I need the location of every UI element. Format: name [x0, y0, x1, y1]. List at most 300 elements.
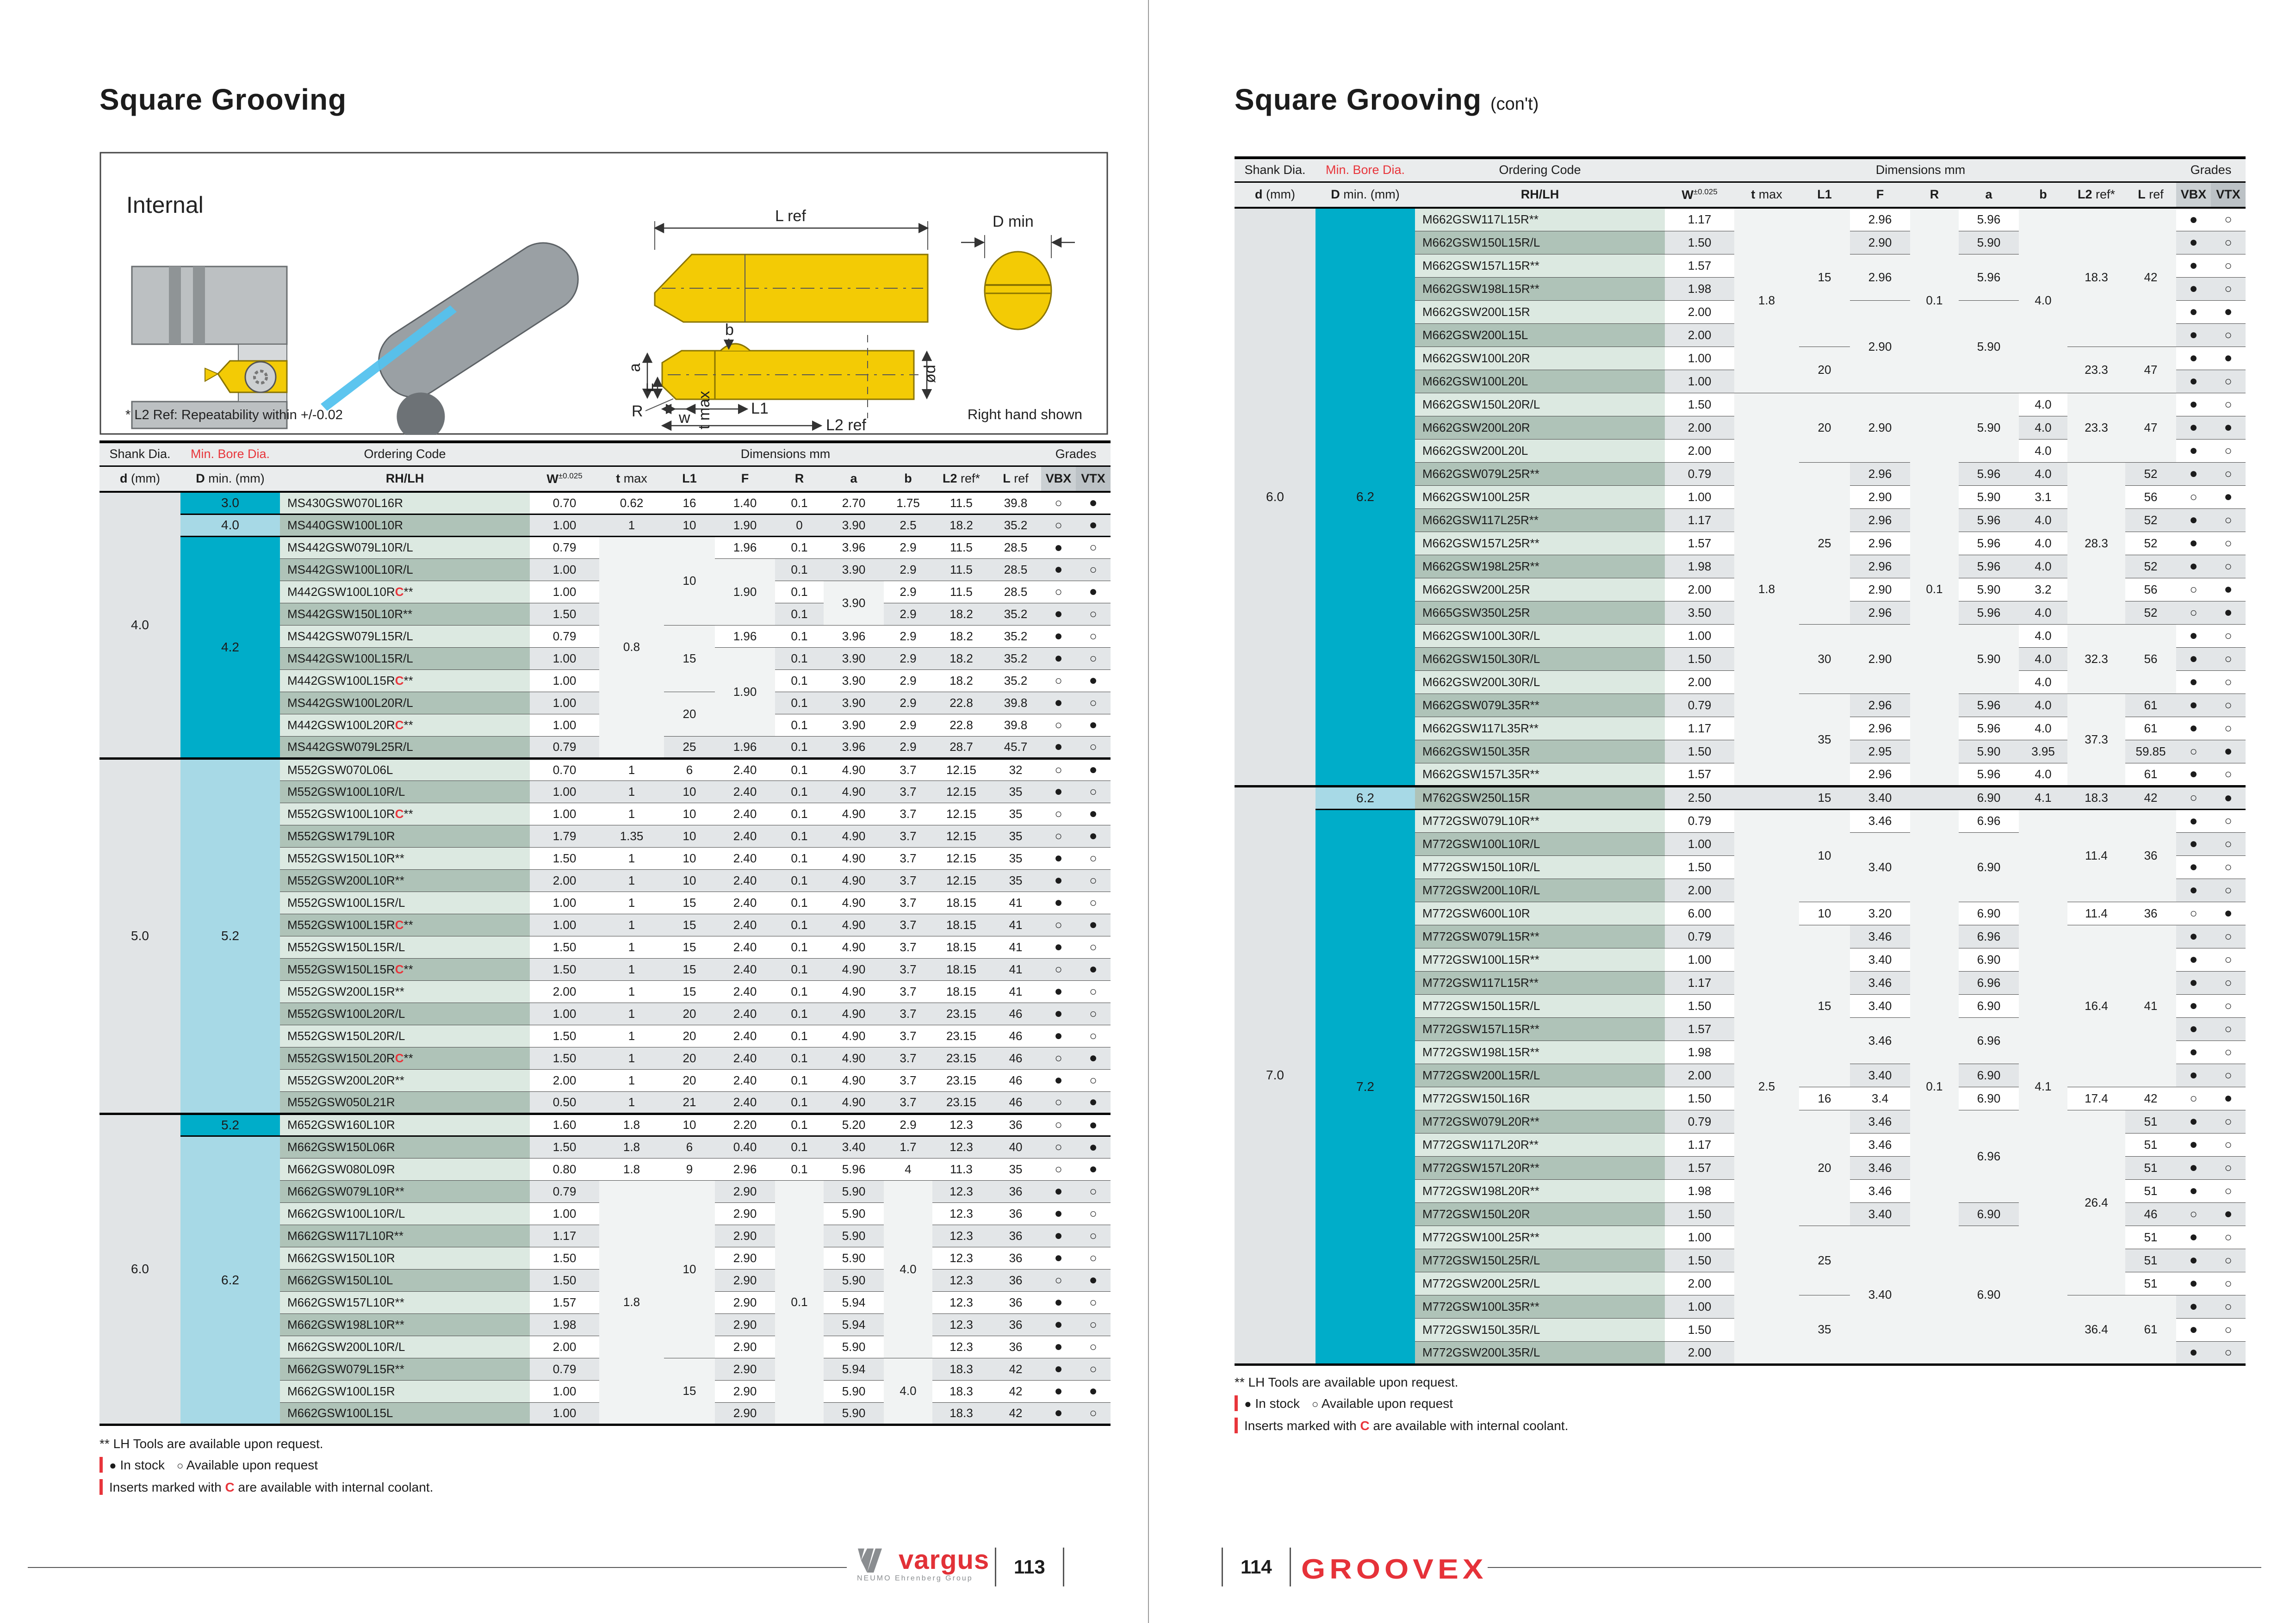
cell-grade-vtx: ●	[1076, 492, 1111, 514]
cell-w: 2.00	[530, 869, 599, 892]
cell-a: 3.90	[824, 558, 884, 581]
cell-t-max: 1	[599, 781, 664, 803]
cell-l2-ref: 18.15	[932, 914, 990, 936]
cell-f: 3.46	[1850, 925, 1910, 948]
vargus-mark-icon	[857, 1548, 899, 1573]
cell-l-ref: 35	[990, 847, 1041, 869]
cell-a: 4.90	[824, 1003, 884, 1025]
cell-w: 0.79	[1665, 809, 1734, 832]
cell-grade-vbx: ●	[1041, 736, 1076, 758]
cell-l2-ref: 37.3	[2067, 694, 2125, 786]
cell-l2-ref: 18.15	[932, 892, 990, 914]
cell-a: 5.90	[1959, 624, 2019, 694]
cell-f: 2.20	[715, 1114, 775, 1136]
cell-l2-ref: 28.3	[2067, 462, 2125, 624]
cell-grade-vtx: ○	[2211, 532, 2246, 555]
cell-grade-vbx: ●	[1041, 1358, 1076, 1380]
header-rh-lh: RH/LH	[1415, 182, 1665, 208]
cell-grade-vbx: ○	[1041, 1091, 1076, 1114]
cell-l-ref: 52	[2125, 601, 2176, 624]
cell-f: 2.90	[1850, 485, 1910, 508]
cell-w: 1.50	[530, 1025, 599, 1047]
cell-a: 3.96	[824, 536, 884, 558]
cell-l2-ref: 23.3	[2067, 393, 2125, 462]
dim-l-ref: L ref	[775, 207, 806, 225]
cell-grade-vbx: ●	[1041, 1380, 1076, 1402]
cell-f: 2.95	[1850, 740, 1910, 763]
cell-l-ref: 40	[990, 1136, 1041, 1158]
cell-f: 2.96	[1850, 694, 1910, 717]
cell-f: 2.90	[715, 1380, 775, 1402]
cell-t-max: 1	[599, 958, 664, 980]
cell-a: 5.90	[824, 1180, 884, 1202]
cell-l1: 10	[664, 1114, 715, 1136]
cell-a: 6.90	[1959, 1064, 2019, 1087]
cell-f: 3.40	[1850, 832, 1910, 902]
cell-b: 3.2	[2019, 578, 2067, 601]
cell-l2-ref: 11.4	[2067, 809, 2125, 902]
cell-a: 5.90	[824, 1336, 884, 1358]
header-b: b	[2019, 182, 2067, 208]
cell-ordering-code: M662GSW150L15R/L	[1415, 231, 1665, 254]
cell-ordering-code: MS430GSW070L16R	[280, 492, 530, 514]
cell-ordering-code: M552GSW200L15R**	[280, 980, 530, 1003]
cell-w: 1.00	[530, 1402, 599, 1425]
cell-ordering-code: M662GSW150L35R	[1415, 740, 1665, 763]
header-vtx: VTX	[1076, 466, 1111, 492]
cell-f: 2.40	[715, 1025, 775, 1047]
cell-b: 4.0	[2019, 532, 2067, 555]
dim-b: b	[725, 321, 734, 339]
cell-grade-vbx: ●	[2176, 1110, 2211, 1133]
cell-ordering-code: M772GSW117L20R**	[1415, 1133, 1665, 1156]
cell-grade-vtx: ○	[2211, 1226, 2246, 1249]
cell-l-ref: 28.5	[990, 581, 1041, 603]
cell-l-ref: 36	[990, 1269, 1041, 1291]
cell-grade-vtx: ●	[2211, 1202, 2246, 1226]
cell-grade-vtx: ○	[1076, 781, 1111, 803]
torx-screw-icon	[245, 362, 276, 392]
cell-r: 0.1	[775, 1003, 824, 1025]
header-rh-lh: RH/LH	[280, 466, 530, 492]
cell-grade-vbx: ●	[1041, 781, 1076, 803]
cell-grade-vbx: ●	[1041, 869, 1076, 892]
cell-ordering-code: M772GSW117L15R**	[1415, 971, 1665, 994]
cell-grade-vbx: ●	[2176, 1179, 2211, 1202]
cell-l2-ref: 12.3	[932, 1269, 990, 1291]
cell-grade-vbx: ●	[2176, 208, 2211, 231]
cell-grade-vtx: ○	[2211, 624, 2246, 647]
cell-ordering-code: M662GSW198L25R**	[1415, 555, 1665, 578]
cell-l2-ref: 23.15	[932, 1003, 990, 1025]
cell-b: 4.0	[2019, 393, 2067, 416]
cell-b: 3.7	[884, 1025, 932, 1047]
cell-grade-vbx: ●	[1041, 1025, 1076, 1047]
cell-ordering-code: M772GSW079L20R**	[1415, 1110, 1665, 1133]
header-d-mm: d (mm)	[99, 466, 180, 492]
cell-grade-vtx: ○	[2211, 462, 2246, 485]
cell-f: 2.96	[1850, 254, 1910, 300]
cell-l1: 10	[664, 847, 715, 869]
cell-ordering-code: M662GSW150L10R	[280, 1247, 530, 1269]
grooving-table-right	[1235, 156, 2246, 1366]
cell-grade-vbx: ○	[1041, 492, 1076, 514]
cell-grade-vbx: ●	[2176, 1156, 2211, 1179]
cell-f: 2.96	[1850, 532, 1910, 555]
cell-w: 1.50	[530, 603, 599, 625]
cell-l-ref: 59.85	[2125, 740, 2176, 763]
cell-grade-vbx: ●	[2176, 1064, 2211, 1087]
cell-t-max: 1.8	[1734, 393, 1799, 786]
cell-l-ref: 56	[2125, 485, 2176, 508]
cell-l2-ref: 11.5	[932, 536, 990, 558]
cell-grade-vbx: ●	[2176, 1249, 2211, 1272]
cell-grade-vtx: ○	[2211, 323, 2246, 347]
cell-a: 4.90	[824, 1047, 884, 1069]
footnote-coolant: Inserts marked with C are available with internal coolant.	[99, 1477, 433, 1498]
cell-b: 3.7	[884, 892, 932, 914]
cell-l1: 15	[1799, 925, 1850, 1087]
cell-f: 2.90	[715, 1336, 775, 1358]
cell-ordering-code: M662GSW200L10R/L	[280, 1336, 530, 1358]
header-t-max: t max	[1734, 182, 1799, 208]
cell-l2-ref: 12.15	[932, 847, 990, 869]
cell-w: 1.57	[1665, 1156, 1734, 1179]
cell-l2-ref: 12.15	[932, 758, 990, 781]
cell-w: 1.00	[530, 892, 599, 914]
cell-l1: 16	[1799, 1087, 1850, 1110]
header-dimensions: Dimensions mm	[1665, 158, 2176, 182]
cell-w: 1.00	[530, 514, 599, 536]
cell-f: 2.96	[1850, 601, 1910, 624]
cell-r: 0.1	[775, 758, 824, 781]
cell-l-ref: 52	[2125, 555, 2176, 578]
cell-grade-vtx: ●	[2211, 485, 2246, 508]
cell-grade-vbx: ○	[1041, 514, 1076, 536]
cell-f: 3.40	[1850, 1202, 1910, 1226]
cell-t-max: 0.8	[599, 536, 664, 758]
cell-w: 0.79	[530, 736, 599, 758]
cell-grade-vtx: ○	[1076, 1247, 1111, 1269]
cell-grade-vbx: ●	[1041, 647, 1076, 669]
cell-l-ref: 41	[990, 958, 1041, 980]
cell-l-ref: 36	[2125, 809, 2176, 902]
cell-a: 5.96	[1959, 254, 2019, 300]
cell-grade-vbx: ●	[2176, 1341, 2211, 1364]
footnotes-left	[99, 1433, 433, 1498]
cell-grade-vbx: ○	[1041, 958, 1076, 980]
cell-r: 0.1	[775, 603, 824, 625]
cell-w: 1.17	[1665, 508, 1734, 532]
cell-grade-vtx: ○	[1076, 1402, 1111, 1425]
cell-l-ref: 36	[990, 1336, 1041, 1358]
cell-l-ref: 36	[990, 1114, 1041, 1136]
footnotes-right	[1235, 1372, 1568, 1437]
cell-l2-ref: 12.3	[932, 1313, 990, 1336]
cell-grade-vtx: ●	[1076, 581, 1111, 603]
cell-ordering-code: M552GSW200L10R**	[280, 869, 530, 892]
cell-w: 1.57	[1665, 532, 1734, 555]
cell-a: 5.96	[1959, 601, 2019, 624]
cell-ordering-code: M772GSW150L16R	[1415, 1087, 1665, 1110]
cell-l2-ref: 11.3	[932, 1158, 990, 1180]
cell-t-max: 1	[599, 758, 664, 781]
cell-grade-vbx: ●	[2176, 763, 2211, 786]
cell-l-ref: 46	[990, 1091, 1041, 1114]
cell-f: 3.4	[1850, 1087, 1910, 1110]
cell-l2-ref: 23.15	[932, 1091, 990, 1114]
cell-grade-vtx: ●	[1076, 825, 1111, 847]
cell-f: 2.96	[1850, 555, 1910, 578]
header-grades: Grades	[1041, 442, 1111, 466]
cell-r: 0.1	[775, 1091, 824, 1114]
cell-l-ref: 52	[2125, 508, 2176, 532]
page-left	[99, 0, 1108, 1623]
cell-l2-ref: 18.3	[2067, 786, 2125, 809]
cell-f: 2.96	[715, 1158, 775, 1180]
cell-grade-vbx: ●	[1041, 1225, 1076, 1247]
cell-b: 2.9	[884, 536, 932, 558]
header-l1: L1	[1799, 182, 1850, 208]
cell-ordering-code: M772GSW100L25R**	[1415, 1226, 1665, 1249]
cell-b: 4.0	[2019, 462, 2067, 485]
cell-l-ref: 42	[990, 1358, 1041, 1380]
header-shank-dia: Shank Dia.	[99, 442, 180, 466]
header-min-bore-dia: Min. Bore Dia.	[180, 442, 280, 466]
cell-f: 2.96	[1850, 208, 1910, 231]
cell-l2-ref: 18.3	[932, 1402, 990, 1425]
cell-grade-vtx: ○	[1076, 625, 1111, 647]
cell-grade-vtx: ○	[2211, 763, 2246, 786]
cell-grade-vbx: ●	[2176, 1295, 2211, 1318]
cell-grade-vtx: ○	[2211, 1110, 2246, 1133]
cell-l2-ref: 28.7	[932, 736, 990, 758]
cell-l-ref: 61	[2125, 763, 2176, 786]
cell-f: 2.40	[715, 1091, 775, 1114]
cell-b: 3.1	[2019, 485, 2067, 508]
cell-grade-vtx: ○	[2211, 948, 2246, 971]
cell-a: 4.90	[824, 892, 884, 914]
cell-l2-ref: 12.3	[932, 1247, 990, 1269]
cell-b: 4.0	[884, 1358, 932, 1425]
cell-grade-vbx: ●	[2176, 254, 2211, 277]
cell-shank-dia: 5.0	[99, 758, 180, 1114]
cell-f: 2.40	[715, 825, 775, 847]
cell-a: 5.96	[824, 1158, 884, 1180]
cell-r: 0.1	[775, 536, 824, 558]
cell-l2-ref: 18.3	[932, 1358, 990, 1380]
cell-grade-vtx: ●	[2211, 601, 2246, 624]
page-title: Square Grooving (con't)	[1235, 83, 1539, 116]
cell-l1: 10	[664, 869, 715, 892]
cell-r: 0.1	[775, 1025, 824, 1047]
cell-b: 2.9	[884, 558, 932, 581]
cell-grade-vbx: ●	[2176, 508, 2211, 532]
cell-grade-vbx: ●	[2176, 879, 2211, 902]
cell-f: 3.40	[1850, 786, 1910, 809]
cell-l-ref: 35	[990, 781, 1041, 803]
cell-grade-vbx: ●	[2176, 670, 2211, 694]
cell-grade-vtx: ○	[2211, 1341, 2246, 1364]
cell-grade-vbx: ○	[1041, 1114, 1076, 1136]
cell-l-ref: 41	[2125, 925, 2176, 1087]
cell-w: 2.00	[1665, 300, 1734, 323]
dim-l2-ref: L2 ref	[826, 416, 866, 434]
cell-l-ref: 35	[990, 825, 1041, 847]
cell-w: 2.50	[1665, 786, 1734, 809]
cell-r: 0.1	[775, 781, 824, 803]
cell-grade-vbx: ●	[2176, 1226, 2211, 1249]
cell-w: 1.50	[1665, 1202, 1734, 1226]
cell-r: 0.1	[775, 581, 824, 603]
cell-grade-vtx: ○	[2211, 855, 2246, 879]
vargus-logo	[857, 1547, 991, 1583]
cell-r: 0.1	[775, 492, 824, 514]
cell-w: 1.00	[530, 669, 599, 692]
cell-b: 3.7	[884, 914, 932, 936]
header-l-ref: L ref	[2125, 182, 2176, 208]
header-f: F	[1850, 182, 1910, 208]
cell-ordering-code: M662GSW150L30R/L	[1415, 647, 1665, 670]
dim-d-min: D min	[993, 213, 1034, 230]
header-shank-dia: Shank Dia.	[1235, 158, 1316, 182]
cell-b: 4.0	[2019, 717, 2067, 740]
cell-grade-vtx: ○	[2211, 1249, 2246, 1272]
cell-grade-vbx: ●	[1041, 603, 1076, 625]
cell-a: 3.96	[824, 625, 884, 647]
cell-f: 0.40	[715, 1136, 775, 1158]
page-number-right: 114	[1222, 1548, 1291, 1586]
cell-grade-vtx: ○	[2211, 1156, 2246, 1179]
cell-ordering-code: M662GSW100L15L	[280, 1402, 530, 1425]
cell-l-ref: 42	[990, 1402, 1041, 1425]
cell-ordering-code: M552GSW150L15R/L	[280, 936, 530, 958]
cell-ordering-code: M662GSW150L06R	[280, 1136, 530, 1158]
cell-grade-vbx: ●	[2176, 555, 2211, 578]
cell-a: 5.94	[824, 1291, 884, 1313]
cell-ordering-code: MS442GSW079L10R/L	[280, 536, 530, 558]
cell-f: 2.90	[715, 1269, 775, 1291]
cell-l1: 15	[1799, 208, 1850, 347]
cell-ordering-code: M772GSW157L15R**	[1415, 1017, 1665, 1041]
cell-t-max	[1734, 786, 1799, 809]
cell-t-max: 1	[599, 1091, 664, 1114]
cell-t-max: 1.8	[599, 1158, 664, 1180]
cell-grade-vtx: ○	[1076, 980, 1111, 1003]
cell-b: 3.7	[884, 758, 932, 781]
cell-l-ref: 36	[990, 1225, 1041, 1247]
cell-grade-vbx: ●	[2176, 1318, 2211, 1341]
cell-grade-vbx: ●	[2176, 717, 2211, 740]
cell-grade-vtx: ○	[1076, 536, 1111, 558]
cell-l-ref: 51	[2125, 1179, 2176, 1202]
cell-b: 2.9	[884, 603, 932, 625]
cell-b: 3.95	[2019, 740, 2067, 763]
cell-r: 0.1	[775, 669, 824, 692]
cell-ordering-code: M772GSW200L25R/L	[1415, 1272, 1665, 1295]
cell-grade-vtx: ●	[1076, 758, 1111, 781]
cell-min-bore-dia: 5.2	[180, 1114, 280, 1136]
cell-ordering-code: M772GSW150L35R/L	[1415, 1318, 1665, 1341]
cell-l-ref: 36	[990, 1180, 1041, 1202]
cell-grade-vtx: ●	[1076, 1047, 1111, 1069]
cell-f: 2.40	[715, 936, 775, 958]
cell-grade-vbx: ○	[1041, 758, 1076, 781]
cell-l1: 10	[664, 825, 715, 847]
cell-a: 2.70	[824, 492, 884, 514]
cell-l-ref: 51	[2125, 1110, 2176, 1133]
cell-w: 1.79	[530, 825, 599, 847]
cell-r: 0.1	[775, 625, 824, 647]
cell-l2-ref: 12.3	[932, 1202, 990, 1225]
cell-l-ref: 51	[2125, 1249, 2176, 1272]
cell-l-ref: 42	[2125, 1087, 2176, 1110]
cell-a: 4.90	[824, 781, 884, 803]
cell-l-ref: 42	[2125, 786, 2176, 809]
cell-l-ref: 47	[2125, 347, 2176, 393]
cell-ordering-code: M552GSW150L20R/L	[280, 1025, 530, 1047]
cell-f: 2.90	[715, 1247, 775, 1269]
cell-w: 0.79	[530, 1180, 599, 1202]
cell-b: 3.7	[884, 958, 932, 980]
cell-w: 1.00	[1665, 1295, 1734, 1318]
cell-a: 3.90	[824, 669, 884, 692]
cell-w: 1.00	[1665, 485, 1734, 508]
cell-ordering-code: M772GSW150L20R	[1415, 1202, 1665, 1226]
cell-ordering-code: M662GSW157L25R**	[1415, 532, 1665, 555]
cell-ordering-code: M662GSW157L10R**	[280, 1291, 530, 1313]
cell-l2-ref: 16.4	[2067, 925, 2125, 1087]
cell-l-ref: 41	[990, 892, 1041, 914]
cell-f: 2.40	[715, 781, 775, 803]
header-l2-ref: L2 ref*	[2067, 182, 2125, 208]
cell-grade-vtx: ●	[2211, 578, 2246, 601]
cell-r: 0.1	[775, 714, 824, 736]
header-w: $W^{\pm 0.025}$	[1665, 182, 1734, 208]
cell-a: 5.90	[1959, 485, 2019, 508]
cell-grade-vbx: ○	[1041, 1136, 1076, 1158]
cell-grade-vbx: ○	[2176, 902, 2211, 925]
cell-grade-vtx: ○	[1076, 1225, 1111, 1247]
cell-l-ref: 51	[2125, 1272, 2176, 1295]
cell-grade-vtx: ●	[2211, 786, 2246, 809]
cell-w: 6.00	[1665, 902, 1734, 925]
cell-l1: 15	[1799, 786, 1850, 809]
header-w: $W^{\pm 0.025}$	[530, 466, 599, 492]
cell-a: 4.90	[824, 825, 884, 847]
cell-f: 2.40	[715, 803, 775, 825]
cell-ordering-code: M552GSW050L21R	[280, 1091, 530, 1114]
table-row	[99, 536, 1111, 558]
cell-l-ref: 45.7	[990, 736, 1041, 758]
cell-w: 2.00	[1665, 416, 1734, 439]
cell-grade-vbx: ○	[2176, 740, 2211, 763]
cell-grade-vbx: ●	[1041, 936, 1076, 958]
cell-f: 2.96	[1850, 717, 1910, 740]
cell-f: 2.40	[715, 847, 775, 869]
cell-r: 0.1	[775, 1136, 824, 1158]
cell-l1: 15	[664, 980, 715, 1003]
cell-a: 5.90	[824, 1202, 884, 1225]
cell-w: 1.50	[1665, 1318, 1734, 1341]
cell-l1: 16	[664, 492, 715, 514]
cell-grade-vbx: ○	[1041, 1269, 1076, 1291]
cell-grade-vtx: ●	[1076, 914, 1111, 936]
cell-w: 0.79	[1665, 1110, 1734, 1133]
cell-f: 3.40	[1850, 994, 1910, 1017]
cell-l2-ref: 32.3	[2067, 624, 2125, 694]
cell-f: 2.90	[715, 1225, 775, 1247]
